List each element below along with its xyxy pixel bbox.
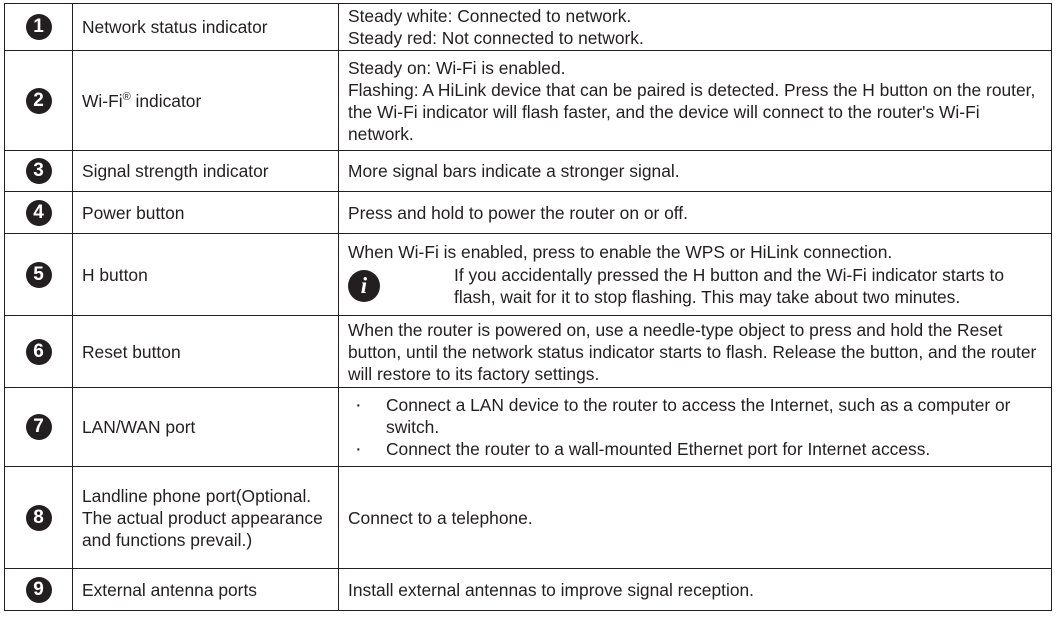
row-name: Wi-Fi® indicator xyxy=(73,51,339,151)
table-row xyxy=(5,4,1052,51)
circled-number-icon: 8 xyxy=(26,505,52,531)
table-row xyxy=(5,234,1052,316)
circled-number-icon: 9 xyxy=(26,577,52,603)
row-description xyxy=(339,388,1052,467)
row-description xyxy=(339,4,1052,51)
description-line: When Wi-Fi is enabled, press to enable the WPS or HiLink connection. xyxy=(348,242,893,262)
circled-number-icon: 7 xyxy=(26,414,52,440)
table-row xyxy=(5,192,1052,234)
note-text: If you accidentally pressed the H button and the Wi-Fi indicator starts to flash, wait for it to stop flashing. This may take about two minutes. xyxy=(454,265,1005,307)
row-description xyxy=(339,316,1052,388)
bullet-item: · Connect the router to a wall-mounted Ethernet port for Internet access. xyxy=(348,438,1043,460)
bullet-item: · Connect a LAN device to the router to access the Internet, such as a computer or switch. xyxy=(348,394,1043,438)
row-description xyxy=(339,51,1052,151)
bullet-list xyxy=(348,394,1043,460)
table-row xyxy=(5,569,1052,611)
row-description xyxy=(339,467,1052,569)
row-name: H button xyxy=(73,234,339,316)
note xyxy=(348,264,1043,308)
row-description xyxy=(339,151,1052,192)
description-line: When the router is powered on, use a needle-type object to press and hold the Reset button, until the network status indicator starts to flash. Release the button, and the router will restore to its factory settings. xyxy=(348,319,1037,384)
indicator-table xyxy=(4,3,1052,611)
description-line: More signal bars indicate a stronger signal. xyxy=(348,161,680,181)
row-name: Power button xyxy=(73,192,339,234)
circled-number-icon: 4 xyxy=(26,200,52,226)
description-line: Steady red: Not connected to network. xyxy=(348,28,644,48)
row-name: Reset button xyxy=(73,316,339,388)
row-description xyxy=(339,192,1052,234)
row-name: Signal strength indicator xyxy=(73,151,339,192)
circled-number-icon: 3 xyxy=(26,158,52,184)
row-name: Network status indicator xyxy=(73,4,339,51)
table-row xyxy=(5,467,1052,569)
circled-number-icon: 1 xyxy=(26,14,52,40)
table-row xyxy=(5,151,1052,192)
circled-number-icon: 6 xyxy=(26,339,52,365)
table-row xyxy=(5,51,1052,151)
description-line: Press and hold to power the router on or off. xyxy=(348,202,688,223)
row-name: External antenna ports xyxy=(73,569,339,611)
table-row xyxy=(5,388,1052,467)
description-line: Steady on: Wi-Fi is enabled. xyxy=(348,57,566,78)
description-line: Steady white: Connected to network. xyxy=(348,6,632,26)
table-row xyxy=(5,316,1052,388)
info-icon: i xyxy=(348,270,380,302)
description-line: Connect to a telephone. xyxy=(348,507,533,528)
circled-number-icon: 5 xyxy=(26,262,52,288)
circled-number-icon: 2 xyxy=(26,88,52,114)
row-name: Landline phone port(Optional. The actual product appearance and functions prevail.) xyxy=(73,467,339,569)
row-description xyxy=(339,569,1052,611)
row-name: LAN/WAN port xyxy=(73,388,339,467)
row-description xyxy=(339,234,1052,316)
description-line: Install external antennas to improve signal reception. xyxy=(348,579,755,600)
description-line: Flashing: A HiLink device that can be paired is detected. Press the H button on the router, the Wi-Fi indicator will flash faster, and the device will connect to the router's Wi-Fi network. xyxy=(348,79,1036,144)
